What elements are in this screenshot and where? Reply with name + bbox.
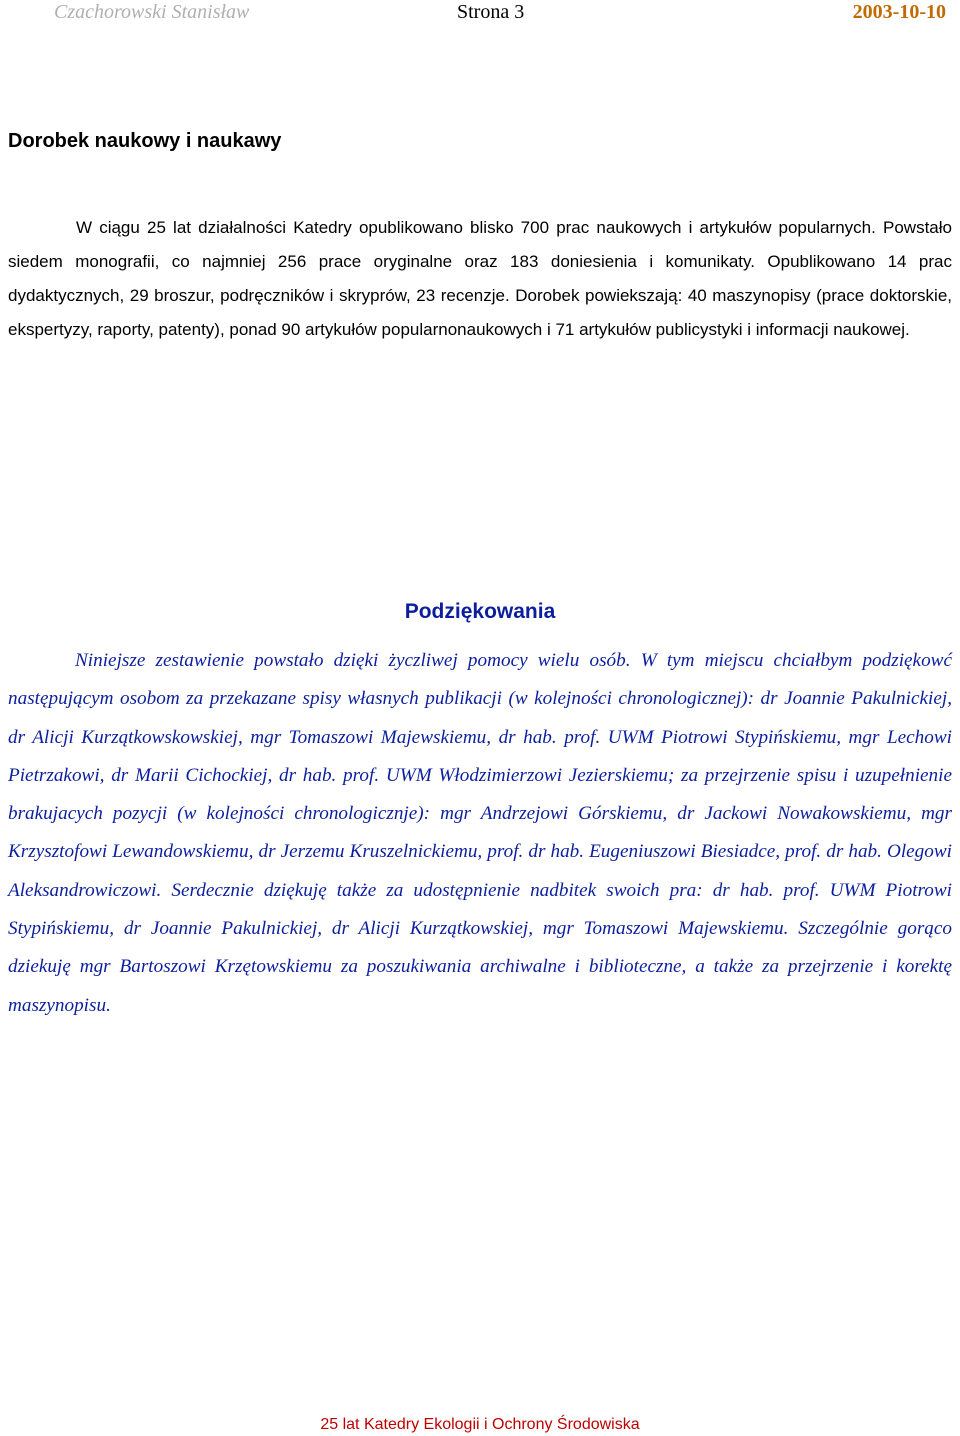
page-footer: 25 lat Katedry Ekologii i Ochrony Środowiska (320, 1416, 640, 1433)
header-date: 2003-10-10 (852, 1, 946, 23)
header-page-number: Strona 3 (457, 1, 525, 23)
acknowledgements-body: Niniejsze zestawienie powstało dzięki życzliwej pomocy wielu osób. W tym miejscu chciałbym podziękowć następującym osobom za przekazane spisy własnych publikacji (w kolejności chronologicznej): dr Joannie Pakulnickiej, dr Alicji Kurzątkowskowskiej, mgr Tomaszowi Majewskiemu, dr hab. prof. UWM Piotrowi Stypińskiemu, mgr Lechowi Pietrzakowi, dr Marii Cichockiej, dr hab. prof. UWM Włodzimierzowi Jezierskiemu; za przejrzenie spisu i uzupełnienie brakujacych pozycji (w kolejności chronologicznje): mgr Andrzejowi Górskiemu, dr Jackowi Nowakowskiemu, mgr Krzysztofowi Lewandowskiemu, dr Jerzemu Kruszelnickiemu, prof. dr hab. Eugeniuszowi Biesiadce, prof. dr hab. Olegowi Aleksandrowiczowi. Serdecznie dziękuję także za udostępnienie nadbitek swoich pra: dr hab. prof. UWM Piotrowi Stypińskiemu, dr Joannie Pakulnickiej, dr Alicji Kurzątkowskiej, mgr Tomaszowi Majewskiemu. Szczególnie gorąco dziekuję mgr Bartoszowi Krzętowskiemu za poszukiwania archiwalne i biblioteczne, a także za przejrzenie i korektę maszynopisu. (8, 650, 952, 1016)
section-body: W ciągu 25 lat działalności Katedry opublikowano blisko 700 prac naukowych i artykułów popularnych. Powstało siedem monografii, co najmniej 256 prace oryginalne oraz 183 doniesienia i komunikaty. Opublikowano 14 prac dydaktycznych, 29 broszur, podręczników i skryprów, 23 recenzje. Dorobek powiekszają: 40 maszynopisy (prace doktorskie, ekspertyzy, raporty, patenty), ponad 90 artykułów popularnonaukowych i 71 artykułów publicystyki i informacji naukowej. (8, 218, 952, 339)
section-title: Dorobek naukowy i naukawy (8, 130, 282, 152)
header-author: Czachorowski Stanisław (54, 1, 250, 23)
acknowledgements-title: Podziękowania (404, 600, 556, 623)
